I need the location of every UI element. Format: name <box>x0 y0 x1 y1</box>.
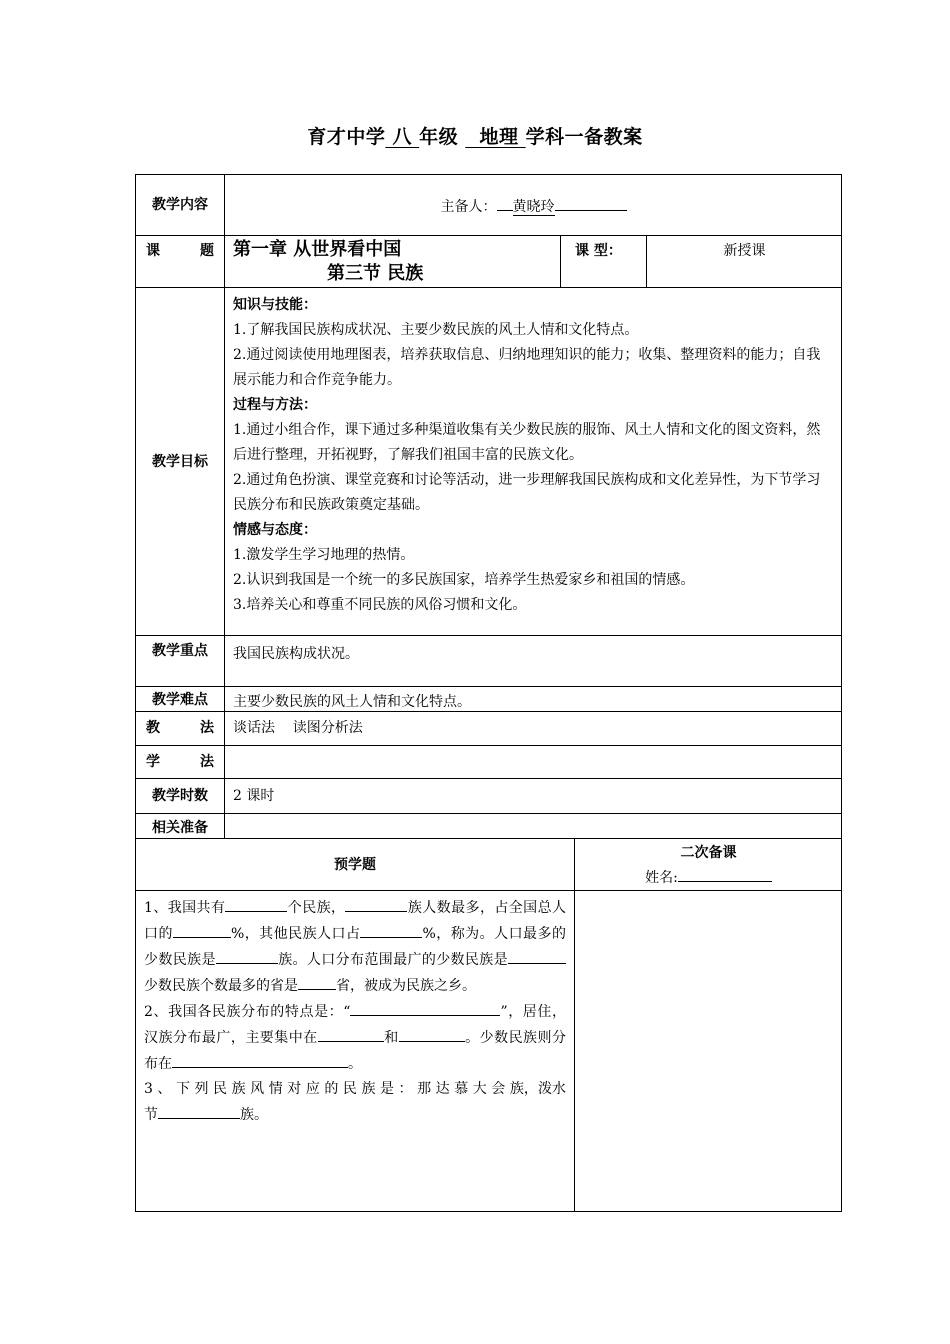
question-2: 2、我国各民族分布的特点是：“ ”，居住，汉族分布最广，主要集中在 和 。少数民族则分布在 。 <box>144 999 566 1077</box>
objectives-heading-process: 过程与方法： <box>233 397 317 413</box>
document-title <box>0 122 950 149</box>
pre-study-header: 预学题 <box>136 839 575 891</box>
lesson-plan-table <box>135 174 842 1212</box>
pre-study-questions <box>136 891 575 1212</box>
objectives-label: 教学目标 <box>136 288 225 636</box>
question-1: 1、我国共有 个民族， 族人数最多，占全国总人口的 %，其他民族人口占 %，称为。人口最多的少数民族是 族。人口分布范围最广的少数民族是少数民族个数最多的省是 省，被成为民族之乡。 <box>144 895 566 999</box>
type-label: 课 型： <box>561 236 647 288</box>
question-3: 3 、 下 列 民 族 风 情 对 应 的 民 族 是 ： 那 达 慕 大 会 族，泼水节 族。 <box>144 1081 566 1123</box>
second-prep-title: 二次备课 <box>680 845 737 861</box>
title-grade-suffix: 年级 <box>419 126 459 148</box>
preparer-cell <box>225 175 842 236</box>
title-suffix: 学科一备教案 <box>525 126 643 148</box>
objectives-cell <box>225 288 842 636</box>
difficulty-value: 主要少数民族的风土人情和文化特点。 <box>225 687 842 712</box>
objective-knowledge-1: 1.了解我国民族构成状况、主要少数民族的风土人情和文化特点。 <box>233 322 639 338</box>
teaching-method-value: 谈话法 读图分析法 <box>225 712 842 746</box>
section-title: 第三节 民族 <box>327 263 424 284</box>
topic-label: 课 题 <box>136 236 225 288</box>
prep-value <box>225 814 842 839</box>
content-label: 教学内容 <box>136 175 225 236</box>
difficulty-label: 教学难点 <box>136 687 225 712</box>
topic-title-cell <box>225 236 561 288</box>
objective-emotion-2: 2.认识到我国是一个统一的多民族国家，培养学生热爱家乡和祖国的情感。 <box>233 572 695 588</box>
title-subject: 地理 <box>479 126 519 148</box>
objective-emotion-1: 1.激发学生学习地理的热情。 <box>233 547 415 563</box>
hours-label: 教学时数 <box>136 779 225 814</box>
study-method-label: 学 法 <box>136 746 225 779</box>
objectives-heading-knowledge: 知识与技能： <box>233 297 317 313</box>
study-method-value <box>225 746 842 779</box>
objective-process-1: 1.通过小组合作，课下通过多种渠道收集有关少数民族的服饰、风土人情和文化的图文资料，然后进行整理，开拓视野，了解我们祖国丰富的民族文化。 <box>233 422 821 463</box>
objectives-heading-emotion: 情感与态度： <box>233 522 317 538</box>
chapter-title: 第一章 从世界看中国 <box>233 239 402 260</box>
title-school: 育才中学 <box>307 126 386 148</box>
objective-emotion-3: 3.培养关心和尊重不同民族的风俗习惯和文化。 <box>233 597 527 613</box>
second-prep-area[interactable] <box>575 891 842 1212</box>
prep-label: 相关准备 <box>136 814 225 839</box>
objective-process-2: 2.通过角色扮演、课堂竞赛和讨论等活动，进一步理解我国民族构成和文化差异性，为下节学习民族分布和民族政策奠定基础。 <box>233 472 821 513</box>
teaching-method-label: 教 法 <box>136 712 225 746</box>
preparer-label: 主备人： <box>440 199 497 215</box>
key-point-value: 我国民族构成状况。 <box>225 636 842 687</box>
preparer-name: 黄晓玲 <box>497 199 627 215</box>
title-grade: 八 <box>392 126 412 148</box>
second-prep-header <box>575 839 842 891</box>
name-field: 姓名: <box>583 865 834 890</box>
key-point-label: 教学重点 <box>136 636 225 687</box>
type-value: 新授课 <box>647 236 842 288</box>
objective-knowledge-2: 2.通过阅读使用地理图表，培养获取信息、归纳地理知识的能力；收集、整理资料的能力；自我展示能力和合作竞争能力。 <box>233 347 821 388</box>
hours-value: 2 课时 <box>225 779 842 814</box>
